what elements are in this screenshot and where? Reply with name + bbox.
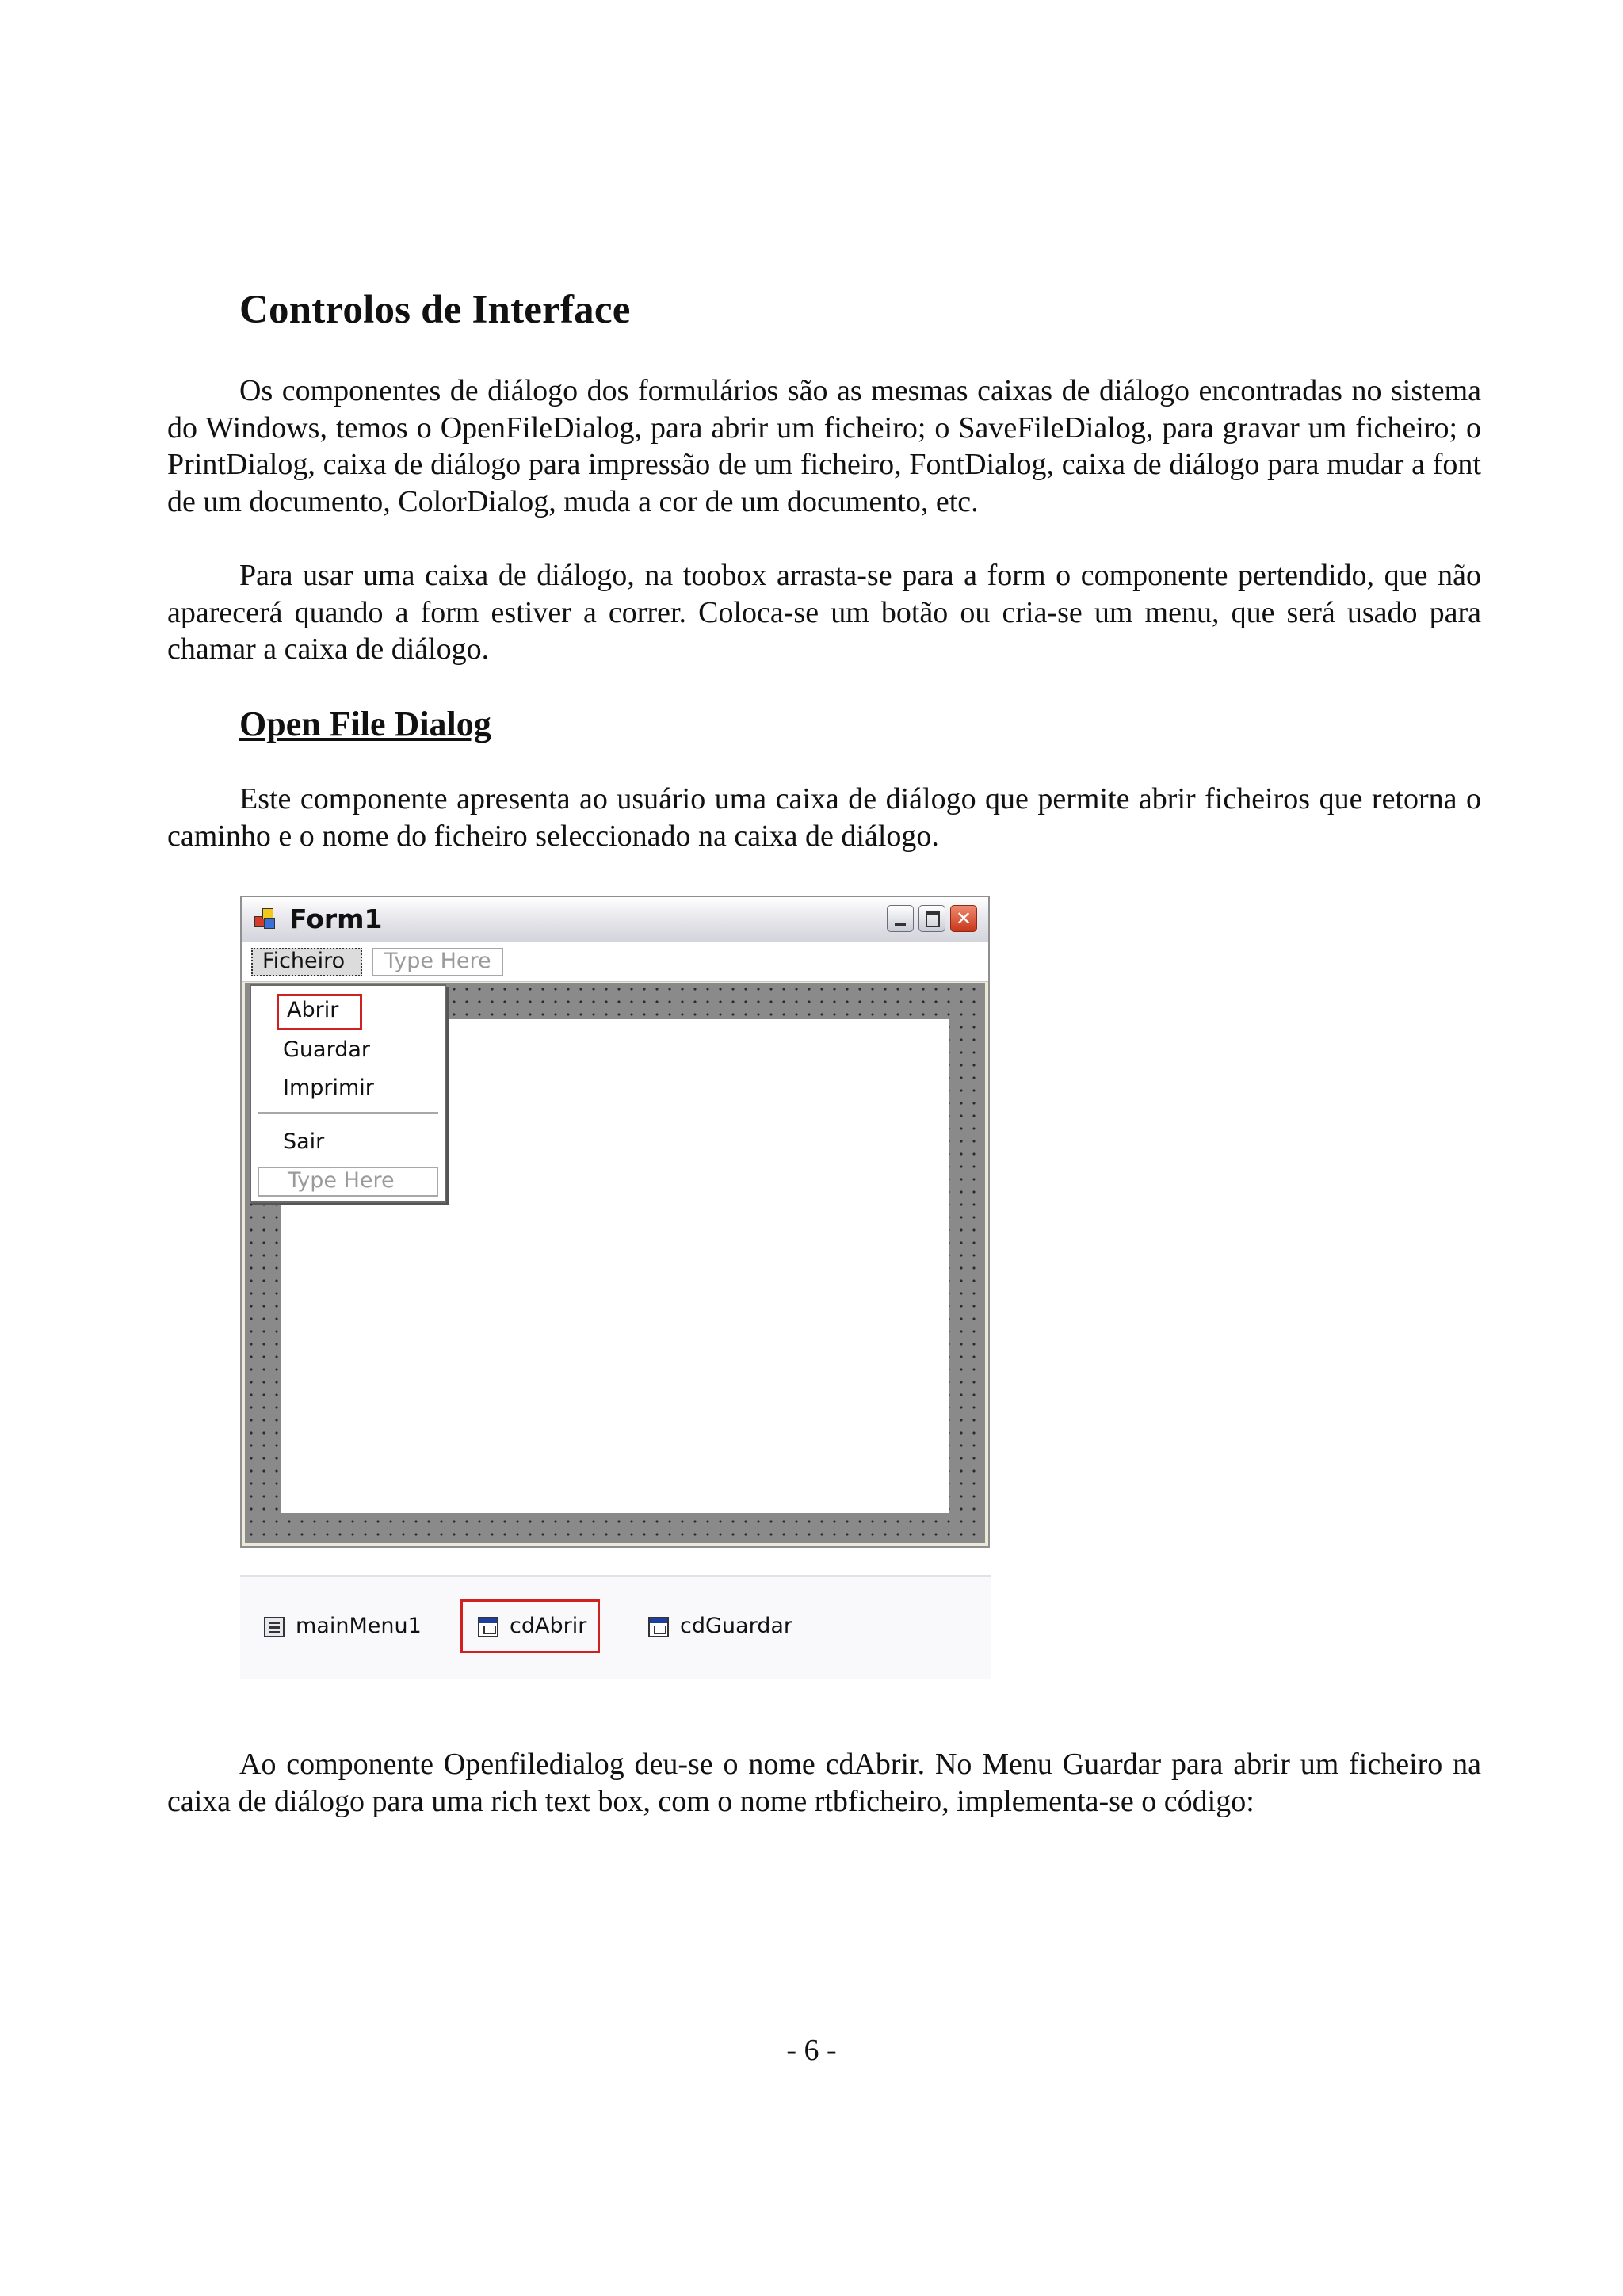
dialog-icon xyxy=(648,1617,669,1637)
paragraph-open-file-dialog: Este componente apresenta ao usuário uma caixa de diálogo que permite abrir ficheiros que retorna o caminho e o nome do ficheiro seleccionado na caixa de diálogo. xyxy=(167,782,1481,853)
page-title: Controlos de Interface xyxy=(239,288,631,332)
tray-item-label: mainMenu1 xyxy=(296,1614,422,1638)
menu-ficheiro[interactable]: Ficheiro xyxy=(251,948,362,976)
paragraph-usage: Para usar uma caixa de diálogo, na toobox arrasta-se para a form o componente pertendido, que não aparecerá quando a form estiver a correr. Coloca-se um botão ou cria-se um menu, que será usado para chamar a caixa de diálogo. xyxy=(167,559,1481,666)
maximize-icon[interactable] xyxy=(918,905,945,932)
form-app-icon xyxy=(254,908,277,930)
form-window xyxy=(240,896,990,1548)
menu-item-guardar[interactable]: Guardar xyxy=(283,1037,370,1062)
menu-separator xyxy=(258,1112,438,1114)
ficheiro-dropdown xyxy=(250,984,446,1203)
minimize-icon[interactable] xyxy=(887,905,914,932)
component-tray xyxy=(240,1575,991,1679)
close-glyph: ✕ xyxy=(955,907,972,930)
tray-item-label: cdAbrir xyxy=(510,1614,587,1638)
window-title: Form1 xyxy=(289,904,383,934)
dropdown-type-here[interactable]: Type Here xyxy=(258,1167,438,1197)
main-menu-icon xyxy=(264,1617,285,1637)
menu-bar xyxy=(242,942,988,982)
menu-item-imprimir[interactable]: Imprimir xyxy=(283,1075,374,1100)
menu-item-abrir[interactable]: Abrir xyxy=(277,994,362,1030)
dialog-icon xyxy=(478,1617,498,1637)
tray-item-label: cdGuardar xyxy=(680,1614,792,1638)
section-title: Open File Dialog xyxy=(239,705,491,743)
menubar-type-here[interactable]: Type Here xyxy=(372,948,503,976)
paragraph-intro: Os componentes de diálogo dos formulários são as mesmas caixas de diálogo encontradas no sistema do Windows, temos o OpenFileDialog, para abrir um ficheiro; o SaveFileDialog, para gravar um ficheiro; o PrintDialog, caixa de diálogo para impressão de um ficheiro, FontDialog, caixa de diálogo para mudar a font de um documento, ColorDialog, muda a cor de um documento, etc. xyxy=(167,374,1481,518)
paragraph-cdabrir: Ao componente Openfiledialog deu-se o nome cdAbrir. No Menu Guardar para abrir um ficheiro na caixa de diálogo para uma rich text box, com o nome rtbficheiro, implementa-se o código: xyxy=(167,1748,1481,1818)
close-icon[interactable] xyxy=(950,905,977,932)
menu-item-sair[interactable]: Sair xyxy=(283,1129,325,1154)
window-titlebar[interactable] xyxy=(242,897,988,942)
page-number: - 6 - xyxy=(786,2034,837,2067)
form-designer-figure xyxy=(240,896,991,1676)
